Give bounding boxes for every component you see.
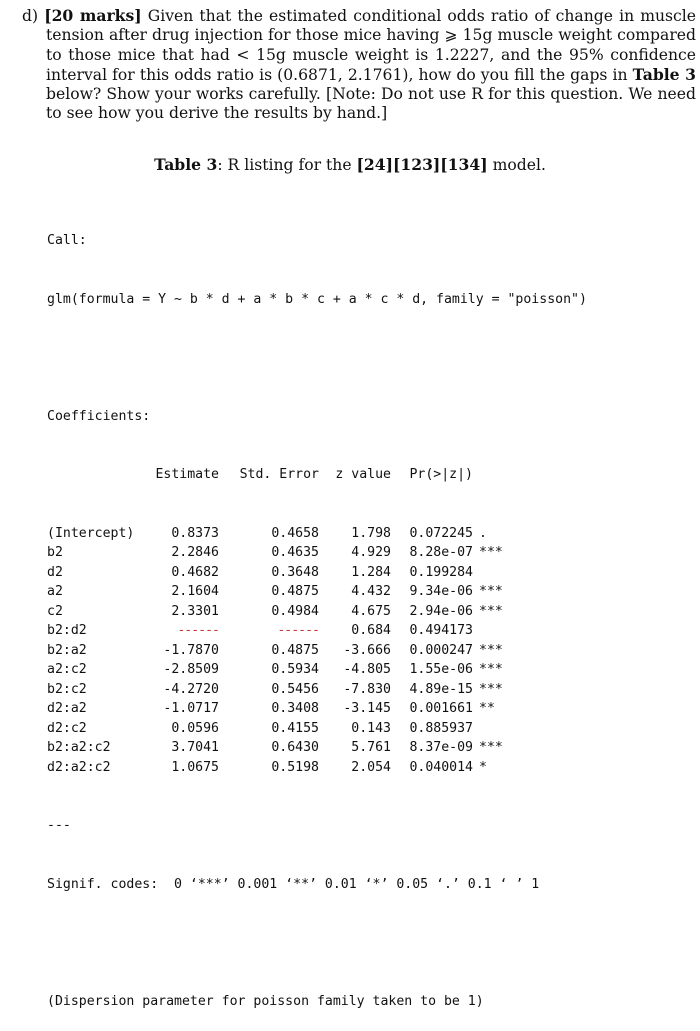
coef-p-value: 0.885937 [409,720,473,736]
coef-signif: *** [479,545,503,560]
coef-estimate: 2.3301 [171,603,219,619]
coef-term: b2:c2 [47,681,87,697]
coef-row [47,738,587,758]
coef-std-error: 0.5456 [271,681,319,697]
coef-std-error: 0.4635 [271,545,319,560]
coef-term: b2:d2 [47,623,87,638]
coef-p-value: 4.89e-15 [409,681,473,697]
coef-term: d2:a2:c2 [47,759,111,775]
coef-std-error: 0.4875 [271,642,319,658]
coef-z-value: 4.929 [351,545,391,560]
coef-estimate: -4.2720 [163,681,219,697]
coef-p-value: 8.37e-09 [409,740,473,755]
coef-row [47,621,587,641]
coef-p-value: 0.000247 [409,642,473,658]
coef-std-error: 0.4984 [271,603,319,619]
coef-z-value: -3.145 [343,701,391,716]
header-p-value: Pr(>|z|) [409,467,473,482]
header-estimate: Estimate [155,467,219,482]
coef-term: d2:a2 [47,701,87,716]
coef-row [47,699,587,719]
question-marks: [20 marks] [44,6,142,25]
coef-p-value: 2.94e-06 [409,603,473,619]
blank-line [47,933,587,953]
coef-row [47,660,587,680]
question-body-2: below? Show your works carefully. [Note: Do not use R for this question. We need to see how you derive the results by hand.] [46,85,696,123]
coef-estimate-gap: ------ [177,623,219,638]
coef-z-value: -4.805 [343,662,391,677]
coef-p-value: 0.001661 [409,701,473,716]
header-z-value: z value [335,467,391,482]
coef-p-value: 8.28e-07 [409,545,473,560]
coef-term: a2:c2 [47,662,87,677]
coef-estimate: -1.0717 [163,701,219,716]
coef-z-value: 1.284 [351,564,391,580]
coef-p-value: 1.55e-06 [409,662,473,677]
dispersion-note: (Dispersion parameter for poisson family taken to be 1) [47,993,484,1009]
header-std-error: Std. Error [239,467,319,482]
coef-row [47,524,587,544]
coef-estimate: 2.2846 [171,545,219,560]
coef-z-value: 0.684 [351,623,391,638]
coef-std-error: 0.4658 [271,525,319,541]
table-reference: Table 3 [632,64,696,84]
coef-std-error: 0.3408 [271,701,319,716]
coef-term: b2 [47,545,63,560]
r-output [47,192,587,1031]
coef-estimate: -1.7870 [163,642,219,658]
coef-std-error: 0.5934 [271,662,319,677]
separator: --- [47,818,71,833]
coef-z-value: 1.798 [351,525,391,541]
question-label: d) [22,7,39,25]
coef-term: b2:a2:c2 [47,740,111,755]
signif-codes: Signif. codes: 0 ‘***’ 0.001 ‘**’ 0.01 ‘*’ 0.05 ‘.’ 0.1 ‘ ’ 1 [47,876,540,892]
coef-signif: *** [479,642,503,658]
coef-row [47,543,587,563]
caption-text-after: model. [487,156,546,174]
coef-estimate: 0.8373 [171,525,219,541]
coef-estimate: 3.7041 [171,740,219,755]
question-body-1: Given that the estimated conditional odds ratio of change in muscle tension after drug injection for those mice having ⩾ 15g muscle weight compared to those mice that had < 15g muscle weight is 1.2227, and the 95% confidence interval for this odds ratio is (0.6871, 2.1761), how do you fill the gaps in [46,7,697,84]
caption-model: [24][123][134] [356,155,488,174]
coef-std-error: 0.6430 [271,740,319,755]
coef-z-value: 2.054 [351,759,391,775]
coef-z-value: -3.666 [343,642,391,658]
coefficients-label: Coefficients: [47,408,151,424]
question-text [22,6,696,124]
coef-signif: *** [479,662,503,677]
coef-row [47,758,587,778]
coef-z-value: 4.432 [351,584,391,599]
coef-row [47,582,587,602]
call-formula: glm(formula = Y ~ b * d + a * b * c + a * c * d, family = "poisson") [47,291,587,307]
coef-row [47,563,587,583]
coef-signif: *** [479,603,503,619]
coef-std-error: 0.4875 [271,584,319,599]
coef-signif: ** [479,701,495,716]
coef-std-error: 0.3648 [271,564,319,580]
coef-header-row [47,465,587,485]
coef-z-value: 5.761 [351,740,391,755]
coef-estimate: -2.8509 [163,662,219,677]
caption-text-before: : R listing for the [217,156,357,174]
coef-estimate: 2.1604 [171,584,219,599]
coef-estimate: 0.4682 [171,564,219,580]
coefficient-rows [47,524,587,778]
coef-p-value: 0.494173 [409,623,473,638]
coef-row [47,641,587,661]
coef-term: d2 [47,564,63,580]
call-label: Call: [47,233,87,248]
coef-std-error: 0.4155 [271,720,319,736]
coef-term: a2 [47,584,63,599]
caption-label: Table 3 [154,155,218,174]
coef-signif: *** [479,584,503,599]
coef-signif: *** [479,740,503,755]
blank-line [47,348,587,368]
coef-std-error-gap: ------ [277,623,319,638]
coef-z-value: -7.830 [343,681,391,697]
coef-estimate: 0.0596 [171,720,219,736]
coef-p-value: 0.040014 [409,759,473,775]
coef-p-value: 0.199284 [409,564,473,580]
coef-row [47,602,587,622]
coef-estimate: 1.0675 [171,759,219,775]
coef-row [47,680,587,700]
coef-term: (Intercept) [47,525,135,541]
coef-z-value: 0.143 [351,720,391,736]
coef-p-value: 0.072245 [409,525,473,541]
coef-row [47,719,587,739]
coef-signif: . [479,525,487,541]
coef-term: c2 [47,603,63,619]
table-caption [0,155,700,174]
coef-z-value: 4.675 [351,603,391,619]
coef-p-value: 9.34e-06 [409,584,473,599]
coef-signif: *** [479,681,503,697]
coef-std-error: 0.5198 [271,759,319,775]
coef-term: b2:a2 [47,642,87,658]
coef-term: d2:c2 [47,720,87,736]
coef-signif: * [479,759,487,775]
